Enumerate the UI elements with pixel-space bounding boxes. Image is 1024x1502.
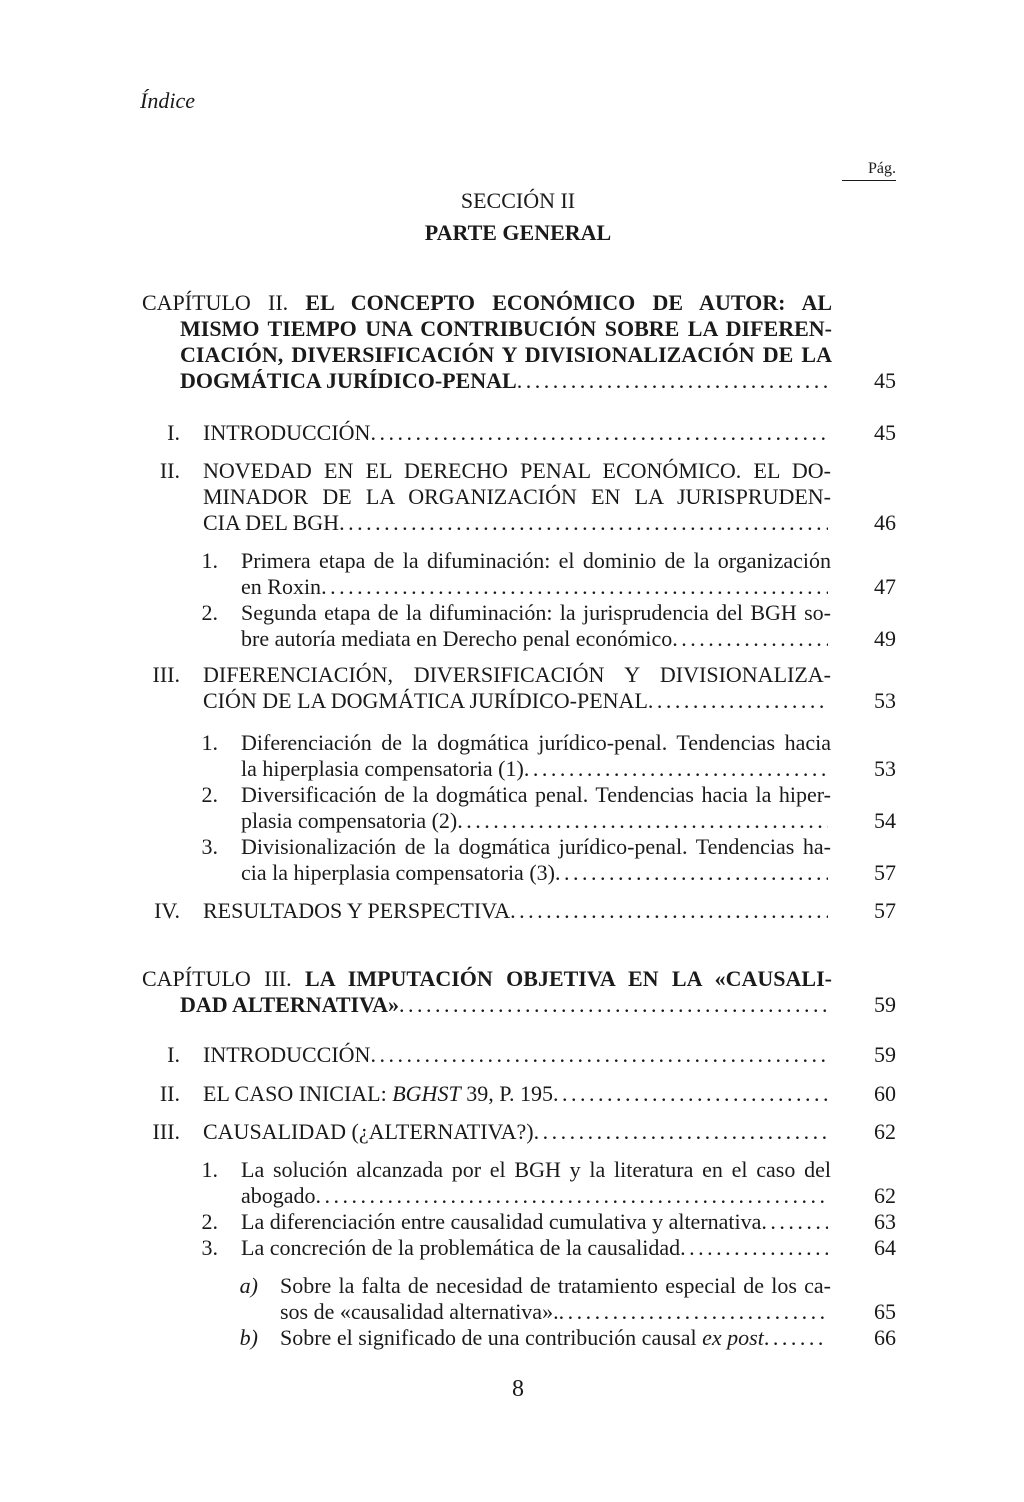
ch2-s2-text-3: CIA DEL BGH	[203, 510, 340, 535]
ch2-s3-sub1-line-2	[241, 756, 828, 782]
chapter-3-title-2: DAD ALTERNATIVA»	[180, 992, 400, 1017]
ch2-s4-label: IV.	[154, 898, 180, 923]
ch2-s2-line-1: NOVEDAD EN EL DERECHO PENAL ECONÓMICO. EL DO-	[203, 458, 831, 483]
chapter-2-title-line-2: MISMO TIEMPO UNA CONTRIBUCIÓN SOBRE LA DIFEREN-	[180, 316, 832, 341]
ch2-s3-sub2-line-2	[241, 808, 828, 834]
ch3-s3-sub3-b-line	[280, 1325, 828, 1351]
ch2-s3-sub1-text-2: la hiperplasia compensatoria (1)	[241, 756, 524, 781]
ch2-s3-sub1-line-1: Diferenciación de la dogmática jurídico-penal. Tendencias hacia	[241, 730, 831, 755]
chapter-3-prefix: CAPÍTULO III.	[142, 966, 292, 991]
section-number: SECCIÓN II	[460, 188, 576, 213]
ch2-s2-sub1-label: 1.	[201, 548, 218, 573]
ch3-s3-sub1-text-2: abogado	[241, 1183, 316, 1208]
ch3-s2-text-b: 39, P. 195	[460, 1081, 553, 1106]
ch2-s3-sub3-line-1: Divisionalización de la dogmática jurídico-penal. Tendencias ha-	[241, 834, 831, 859]
section-title: PARTE GENERAL	[424, 220, 612, 245]
ch2-s1-text: INTRODUCCIÓN	[203, 420, 371, 445]
ch2-s1-label: I.	[167, 420, 180, 445]
ch3-s3-sub3-page: 64	[874, 1235, 896, 1260]
ch3-s3-sub3-label: 3.	[201, 1235, 218, 1260]
ch3-s3-sub3-b-text-a: Sobre el significado de una contribución causal	[280, 1325, 703, 1350]
ch3-s3-sub3-text: La concreción de la problemática de la causalidad	[241, 1235, 681, 1260]
ch2-s2-sub2-label: 2.	[201, 600, 218, 625]
pag-label: Pág.	[842, 160, 896, 181]
chapter-3-title-line-2	[180, 992, 832, 1018]
ch3-s1-title	[203, 1042, 828, 1068]
ch3-s3-sub1-page: 62	[874, 1183, 896, 1208]
ch2-s3-sub3-line-2	[241, 860, 828, 886]
ch3-s3-sub3-a-line-2	[280, 1299, 828, 1325]
ch3-s3-title	[203, 1119, 828, 1145]
ch3-s3-sub1-label: 1.	[201, 1157, 218, 1182]
ch3-s3-sub2-text: La diferenciación entre causalidad cumulativa y alternativa	[241, 1209, 762, 1234]
ch3-s3-sub1-line-1: La solución alcanzada por el BGH y la literatura en el caso del	[241, 1157, 831, 1182]
chapter-2-title-line-3: CIACIÓN, DIVERSIFICACIÓN Y DIVISIONALIZACIÓN DE LA	[180, 342, 832, 367]
ch3-s2-text	[203, 1081, 553, 1107]
ch3-s3-sub3-a-label: a)	[239, 1273, 258, 1298]
ch2-s2-label: II.	[159, 458, 180, 483]
ch2-s3-line-1: DIFERENCIACIÓN, DIVERSIFICACIÓN Y DIVISIONALIZA-	[203, 662, 831, 687]
ch3-s3-sub3-b-page: 66	[874, 1325, 896, 1350]
ch2-s3-label: III.	[152, 662, 180, 687]
ch3-s3-sub3-a-page: 65	[874, 1299, 896, 1324]
chapter-2-title-4: DOGMÁTICA JURÍDICO-PENAL	[180, 368, 517, 393]
ch2-s2-line-2: MINADOR DE LA ORGANIZACIÓN EN LA JURISPRUDEN-	[203, 484, 831, 509]
ch2-s2-sub1-line-2	[241, 574, 828, 600]
ch2-s2-sub2-page: 49	[874, 626, 896, 651]
ch2-s3-sub2-line-1: Diversificación de la dogmática penal. Tendencias hacia la hiper-	[241, 782, 831, 807]
ch2-s3-page: 53	[874, 688, 896, 713]
ch3-s3-sub3-a-line-1: Sobre la falta de necesidad de tratamiento especial de los ca-	[280, 1273, 831, 1298]
chapter-3-page: 59	[874, 992, 896, 1017]
page-number: 8	[512, 1376, 524, 1402]
chapter-3-title-line-1	[142, 966, 832, 992]
ch3-s1-label: I.	[167, 1042, 180, 1067]
ch2-s3-sub3-page: 57	[874, 860, 896, 885]
ch3-s1-text: INTRODUCCIÓN	[203, 1042, 371, 1067]
ch3-s3-sub3-a-text-2: sos de «causalidad alternativa».	[280, 1299, 559, 1324]
ch2-s2-sub1-page: 47	[874, 574, 896, 599]
ch3-s2-page: 60	[874, 1081, 896, 1106]
chapter-2-page: 45	[874, 368, 896, 393]
ch3-s3-sub2-label: 2.	[201, 1209, 218, 1234]
ch3-s3-sub3-b-text-italic: ex post	[702, 1325, 764, 1350]
ch3-s3-sub1-line-2	[241, 1183, 828, 1209]
ch3-s2-text-a: EL CASO INICIAL:	[203, 1081, 393, 1106]
chapter-2-prefix: CAPÍTULO II.	[142, 290, 289, 315]
chapter-2-title-1: EL CONCEPTO ECONÓMICO DE AUTOR: AL	[305, 290, 832, 315]
ch2-s3-sub2-page: 54	[874, 808, 896, 833]
ch2-s4-text: RESULTADOS Y PERSPECTIVA	[203, 898, 511, 923]
ch2-s3-sub3-label: 3.	[201, 834, 218, 859]
ch2-s2-page: 46	[874, 510, 896, 535]
ch2-s1-title	[203, 420, 828, 446]
ch3-s2-label: II.	[159, 1081, 180, 1106]
ch3-s2-title	[203, 1081, 828, 1107]
running-head: Índice	[140, 88, 195, 113]
ch2-s3-sub3-text-2: cia la hiperplasia compensatoria (3)	[241, 860, 555, 885]
ch3-s3-page: 62	[874, 1119, 896, 1144]
ch2-s2-sub2-line-2	[241, 626, 828, 652]
ch2-s3-text-2: CIÓN DE LA DOGMÁTICA JURÍDICO-PENAL	[203, 688, 648, 713]
ch3-s1-page: 59	[874, 1042, 896, 1067]
ch2-s3-sub2-label: 2.	[201, 782, 218, 807]
ch2-s4-title	[203, 898, 828, 924]
chapter-2-title-line-4	[180, 368, 832, 394]
ch2-s2-line-3	[203, 510, 828, 536]
ch3-s3-text: CAUSALIDAD (¿ALTERNATIVA?)	[203, 1119, 534, 1144]
ch2-s3-sub2-text-2: plasia compensatoria (2)	[241, 808, 458, 833]
ch2-s2-sub2-text-2: bre autoría mediata en Derecho penal económico	[241, 626, 673, 651]
chapter-2-title-line-1	[142, 290, 832, 316]
chapter-3-title-1: LA IMPUTACIÓN OBJETIVA EN LA «CAUSALI-	[305, 966, 832, 991]
ch2-s3-sub1-label: 1.	[201, 730, 218, 755]
ch2-s2-sub2-line-1: Segunda etapa de la difuminación: la jurisprudencia del BGH so-	[241, 600, 831, 625]
ch3-s3-sub3-line	[241, 1235, 828, 1261]
ch3-s3-label: III.	[152, 1119, 180, 1144]
ch2-s4-page: 57	[874, 898, 896, 923]
ch2-s2-sub1-line-1: Primera etapa de la difuminación: el dominio de la organización	[241, 548, 831, 573]
ch3-s3-sub2-line	[241, 1209, 828, 1235]
ch3-s3-sub2-page: 63	[874, 1209, 896, 1234]
ch2-s3-line-2	[203, 688, 828, 714]
ch2-s2-sub1-text-2: en Roxin	[241, 574, 322, 599]
ch2-s1-page: 45	[874, 420, 896, 445]
ch3-s3-sub3-b-text	[280, 1325, 764, 1351]
ch3-s2-text-italic: BGHST	[392, 1081, 461, 1106]
ch3-s3-sub3-b-label: b)	[239, 1325, 258, 1350]
ch2-s3-sub1-page: 53	[874, 756, 896, 781]
